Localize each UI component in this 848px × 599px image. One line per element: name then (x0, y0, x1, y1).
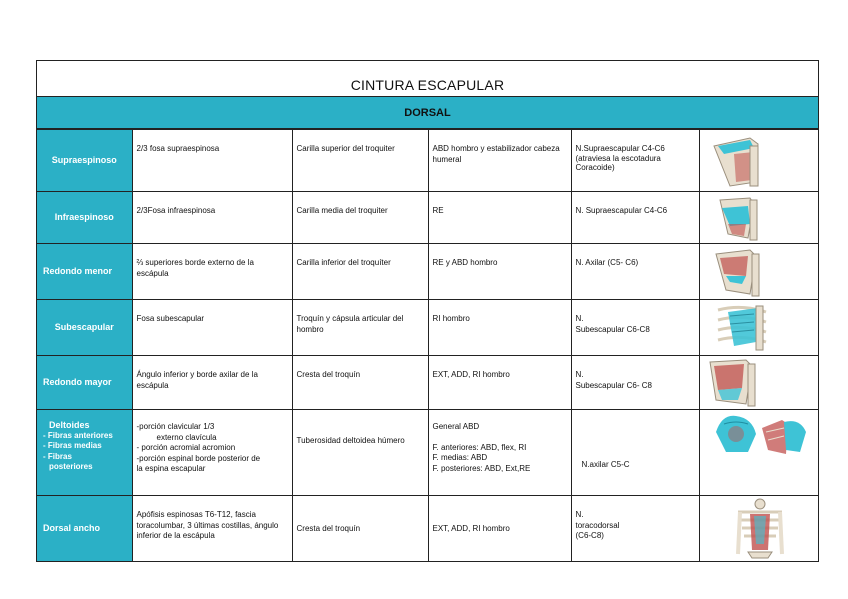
muscle-name: Deltoides (49, 420, 90, 430)
action-cell: RE (428, 192, 571, 244)
table-row (37, 356, 818, 410)
latissimus-dorsi-illustration (734, 498, 786, 560)
insertion-cell: Troquín y cápsula articular del hombro (292, 300, 428, 356)
muscle-name: Dorsal ancho (37, 496, 132, 562)
muscle-sub-line: - Fibras (43, 451, 72, 461)
origin-cell: Ángulo inferior y borde axilar de la escápula (132, 356, 292, 410)
page-title: CINTURA ESCAPULAR (37, 61, 818, 97)
infraspinatus-illustration (714, 194, 762, 242)
origin-cell: 2/3Fosa infraespinosa (132, 192, 292, 244)
action-line: F. anteriores: ABD, flex, RI (432, 442, 527, 452)
table-row (37, 192, 818, 244)
nerve-line: N.axilar C5-C (581, 460, 630, 469)
origin-cell: Fosa subescapular (132, 300, 292, 356)
nerve-line: Subescapular C6- C8 (575, 380, 652, 390)
insertion-cell: Tuberosidad deltoidea húmero (292, 410, 428, 496)
muscle-name: Subescapular (37, 300, 132, 356)
teres-minor-illustration (712, 246, 764, 298)
table-row (37, 410, 818, 496)
nerve-line: N. (575, 370, 584, 379)
nerve-line: Coracoide) (575, 163, 615, 172)
nerve-line: N.Supraescapular C4-C6 (575, 144, 665, 153)
action-line: F. medias: ABD (432, 453, 488, 462)
section-header: DORSAL (37, 97, 818, 129)
nerve-cell (571, 496, 699, 562)
muscle-name: Infraespinoso (37, 192, 132, 244)
anatomy-image-cell (699, 192, 818, 244)
action-cell: EXT, ADD, RI hombro (428, 496, 571, 562)
muscle-sub-line: - Fibras anteriores (43, 430, 113, 440)
deltoid-posterior-illustration (760, 414, 808, 456)
table-row (37, 130, 818, 192)
muscle-name: Redondo menor (37, 244, 132, 300)
nerve-cell (571, 300, 699, 356)
muscle-name: Redondo mayor (37, 356, 132, 410)
nerve-line: (atraviesa la escotadura (575, 153, 661, 163)
muscle-table-sheet (36, 60, 819, 562)
action-line: F. posteriores: ABD, Ext,RE (432, 463, 531, 473)
origin-line: - porción acromial acromion (136, 443, 236, 452)
nerve-line: Subescapular C6-C8 (575, 324, 650, 334)
nerve-cell (571, 244, 699, 300)
origin-cell (132, 410, 292, 496)
action-cell: EXT, ADD, RI hombro (428, 356, 571, 410)
nerve-cell (571, 410, 699, 496)
origin-line: -porción clavicular 1/3 (136, 422, 215, 431)
table-row (37, 244, 818, 300)
insertion-cell: Carilla inferior del troquíter (292, 244, 428, 300)
teres-major-illustration (706, 358, 758, 408)
action-cell: RI hombro (428, 300, 571, 356)
anatomy-image-cell (699, 244, 818, 300)
nerve-cell (571, 356, 699, 410)
nerve-line: N. Supraescapular C4-C6 (575, 206, 668, 215)
action-cell: RE y ABD hombro (428, 244, 571, 300)
insertion-cell: Cresta del troquín (292, 496, 428, 562)
nerve-cell (571, 130, 699, 192)
anatomy-image-cell (699, 496, 818, 562)
muscle-sub-line: posteriores (49, 462, 93, 471)
muscle-name: Supraespinoso (37, 130, 132, 192)
origin-line: la espina escapular (136, 464, 206, 473)
action-line: General ABD (432, 422, 480, 431)
muscle-table (37, 129, 818, 562)
insertion-cell: Cresta del troquín (292, 356, 428, 410)
deltoid-illustration (712, 412, 760, 456)
nerve-line: N. (575, 510, 584, 519)
nerve-line: toracodorsal (575, 520, 620, 530)
anatomy-image-cell (699, 410, 818, 496)
origin-cell: ⅔ superiores borde externo de la escápula (132, 244, 292, 300)
action-cell (428, 410, 571, 496)
anatomy-image-cell (699, 300, 818, 356)
anatomy-image-cell (699, 130, 818, 192)
supraspinatus-illustration (710, 132, 764, 188)
subscapularis-illustration (716, 302, 768, 354)
anatomy-image-cell (699, 356, 818, 410)
nerve-line: N. Axilar (C5- C6) (575, 258, 639, 267)
table-row (37, 496, 818, 562)
origin-line: -porción espinal borde posterior de (136, 453, 261, 463)
muscle-sub-line: - Fibras medias (43, 441, 102, 450)
origin-cell: 2/3 fosa supraespinosa (132, 130, 292, 192)
insertion-cell: Carilla media del troquiter (292, 192, 428, 244)
insertion-cell: Carilla superior del troquiter (292, 130, 428, 192)
nerve-cell (571, 192, 699, 244)
muscle-name-cell (37, 410, 132, 496)
nerve-line: N. (575, 314, 584, 323)
action-cell: ABD hombro y estabilizador cabeza humeral (428, 130, 571, 192)
nerve-line: (C6-C8) (575, 531, 604, 540)
origin-line: externo clavícula (156, 432, 217, 442)
table-row (37, 300, 818, 356)
origin-cell: Apófisis espinosas T6-T12, fascia toracolumbar, 3 últimas costillas, ángulo inferior de la escápula (132, 496, 292, 562)
